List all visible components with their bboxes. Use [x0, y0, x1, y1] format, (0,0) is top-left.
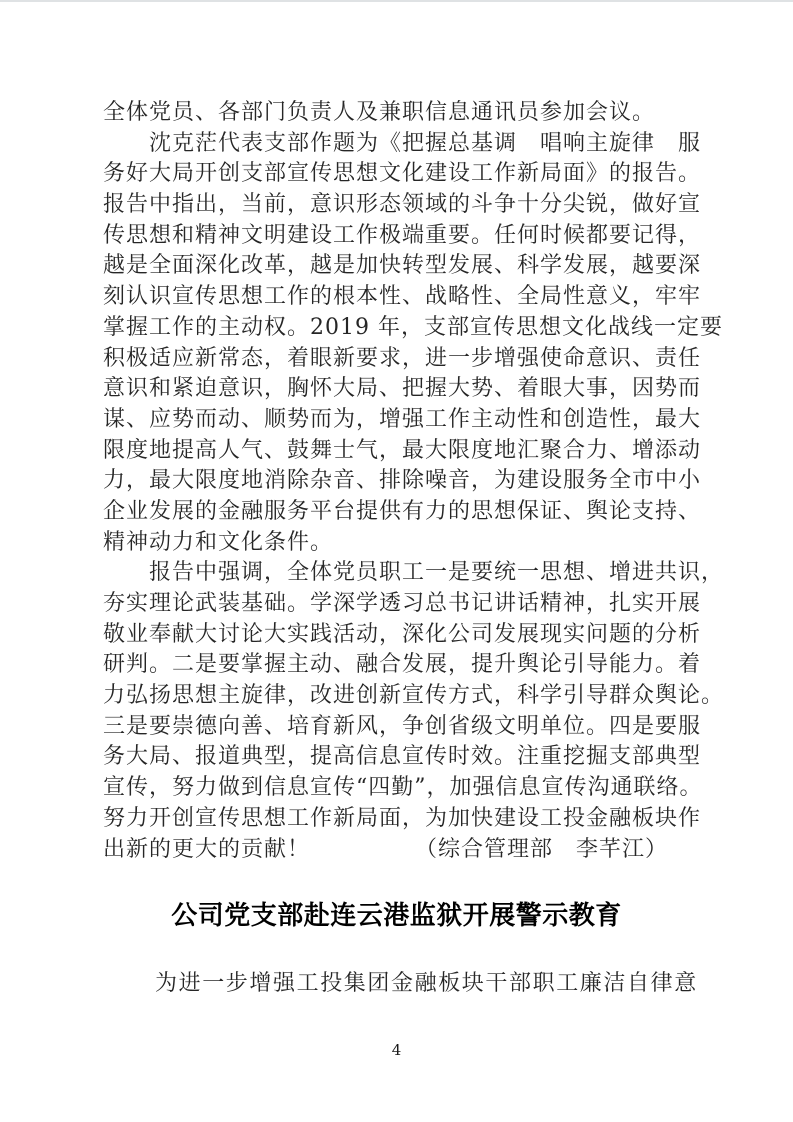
- body-line: 精神动力和文化条件。: [103, 529, 334, 555]
- report-attribution: （综合管理部 李芊江）: [414, 836, 668, 862]
- body-line: 报告中强调，全体党员职工一是要统一思想、增进共识，: [103, 560, 725, 586]
- body-line: 努力开创宣传思想工作新局面，为加快建设工投金融板块作: [103, 805, 702, 831]
- article-intro-line: 为进一步增强工投集团金融板块干部职工廉洁自律意: [155, 971, 698, 996]
- article-title: 公司党支部赴连云港监狱开展警示教育: [171, 901, 622, 931]
- page-number: 4: [391, 1041, 402, 1059]
- body-line: 宣传，努力做到信息宣传“四勤”，加强信息宣传沟通联络。: [103, 775, 703, 801]
- body-line: 夯实理论武装基础。学深学透习总书记讲话精神，扎实开展: [103, 591, 702, 616]
- body-line: 研判。二是要掌握主动、融合发展，提升舆论引导能力。着: [103, 652, 702, 678]
- body-line: 传思想和精神文明建设工作极端重要。任何时候都要记得，: [103, 222, 702, 248]
- body-line: 谋、应势而动、顺势而为，增强工作主动性和创造性，最大: [103, 406, 702, 432]
- body-line: 企业发展的金融服务平台提供有力的思想保证、舆论支持、: [103, 498, 702, 524]
- body-line: 意识和紧迫意识，胸怀大局、把握大势、着眼大事，因势而: [103, 376, 702, 402]
- body-line: 务大局、报道典型，提高信息宣传时效。注重挖掘支部典型: [103, 744, 702, 770]
- body-line: 力弘扬思想主旋律，改进创新宣传方式，科学引导群众舆论。: [103, 683, 725, 709]
- report-closing-line: [103, 835, 704, 866]
- body-line: 三是要崇德向善、培育新风，争创省级文明单位。四是要服: [103, 713, 702, 739]
- body-line: 力，最大限度地消除杂音、排除噪音，为建设服务全市中小: [103, 468, 702, 494]
- report-article-body: [103, 98, 725, 865]
- body-line: 报告中指出，当前，意识形态领域的斗争十分尖锐，做好宣: [103, 192, 702, 218]
- report-body-lines: [103, 98, 725, 835]
- body-line: 越是全面深化改革，越是加快转型发展、科学发展，越要深: [103, 253, 702, 279]
- body-line: 掌握工作的主动权。2019 年，支部宣传思想文化战线一定要: [103, 314, 723, 340]
- body-line: 限度地提高人气、鼓舞士气，最大限度地汇聚合力、增添动: [103, 437, 702, 463]
- report-closing-text: 出新的更大的贡献！: [103, 836, 311, 862]
- body-line: 沈克茫代表支部作题为《把握总基调 唱响主旋律 服: [103, 130, 702, 156]
- body-line: 积极适应新常态，着眼新要求，进一步增强使命意识、责任: [103, 345, 702, 371]
- body-line: 刻认识宣传思想工作的根本性、战略性、全局性意义，牢牢: [103, 284, 702, 310]
- body-line: 务好大局开创支部宣传思想文化建设工作新局面》的报告。: [103, 161, 702, 187]
- body-line: 全体党员、各部门负责人及兼职信息通讯员参加会议。: [103, 100, 656, 125]
- body-line: 敬业奉献大讨论大实践活动，深化公司发展现实问题的分析: [103, 621, 702, 647]
